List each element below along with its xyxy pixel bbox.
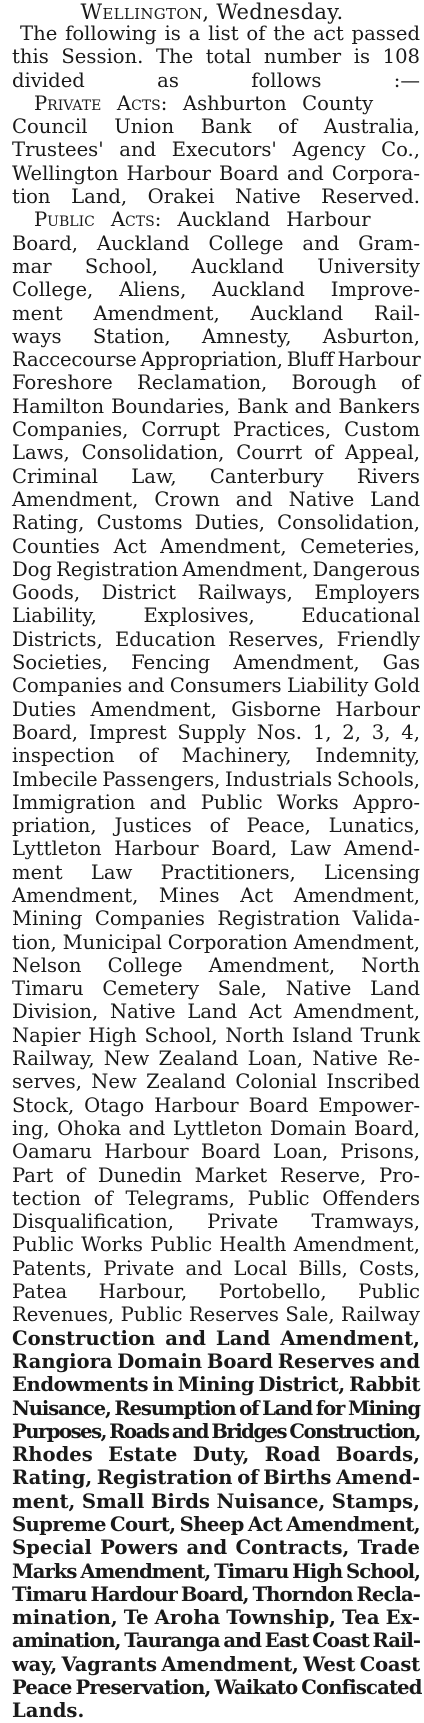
- public-acts-line: way, Vagrants Amendment, West Coast: [12, 1652, 420, 1676]
- public-acts-line: ment, Small Birds Nuisance, Stamps,: [12, 1489, 420, 1513]
- public-acts-line: Raccecourse Appropriation, Bluff Harbour: [12, 348, 421, 372]
- public-acts-line: Amendment, Crown and Native Land: [12, 487, 420, 511]
- public-acts-list: [12, 232, 420, 1723]
- public-acts-line: Patents, Private and Local Bills, Costs,: [12, 1256, 420, 1280]
- private-acts-first-line: [12, 92, 420, 115]
- public-acts-line: Part of Dunedin Market Reserve, Pro-: [12, 1163, 420, 1187]
- public-acts-line: ing, Ohoka and Lyttleton Domain Board,: [12, 1116, 420, 1140]
- public-acts-line: Mining Companies Registration Valida-: [12, 907, 420, 931]
- public-acts-line: Liability, Explosives, Educational: [12, 604, 420, 628]
- public-acts-line: inspection of Machinery, Indemnity,: [12, 744, 420, 768]
- public-acts-line: ment Law Practitioners, Licensing: [12, 860, 420, 884]
- public-acts-line: Immigration and Public Works Appro-: [12, 790, 420, 814]
- private-acts-line: Ashburton County: [182, 91, 374, 115]
- public-acts-line: Rating, Registration of Births Amend-: [12, 1466, 420, 1490]
- public-acts-line: College, Aliens, Auckland Improve-: [12, 278, 420, 302]
- public-acts-line: Criminal Law, Canterbury Rivers: [12, 464, 420, 488]
- public-acts-line: Districts, Education Reserves, Friendly: [12, 627, 420, 651]
- article-body: [12, 22, 420, 1723]
- public-acts-line: Foreshore Reclamation, Borough of: [12, 371, 420, 395]
- public-acts-line: Disqualification, Private Tramways,: [12, 1210, 420, 1234]
- public-acts-line: Societies, Fencing Amendment, Gas: [12, 651, 420, 675]
- public-acts-line: Nuisance, Resumption of Land for Mining: [12, 1396, 420, 1420]
- public-acts-line: Counties Act Amendment, Cemeteries,: [12, 534, 420, 558]
- intro-line: divided as follows :—: [12, 68, 420, 92]
- public-acts-line: Lyttleton Harbour Board, Law Amend-: [12, 837, 420, 861]
- dateline-place: Wellington,: [80, 0, 210, 24]
- public-acts-heading: Public Acts:: [34, 208, 162, 232]
- public-acts-line: amination, Tauranga and East Coast Rail-: [12, 1629, 420, 1653]
- public-acts-line: Purposes, Roads and Bridges Construction,: [12, 1419, 420, 1443]
- dateline: [0, 0, 424, 24]
- public-acts-line: Board, Imprest Supply Nos. 1, 2, 3, 4,: [12, 720, 420, 744]
- public-acts-line: Companies and Consumers Liability Gold: [12, 674, 420, 698]
- public-acts-line: Patea Harbour, Portobello, Public: [12, 1280, 420, 1304]
- public-acts-line: Endowments in Mining District, Rabbit: [12, 1373, 420, 1397]
- public-acts-line: Rhodes Estate Duty, Road Boards,: [12, 1443, 420, 1467]
- public-acts-line: Special Powers and Contracts, Trade: [12, 1536, 420, 1560]
- public-acts-line: Oamaru Harbour Board Loan, Prisons,: [12, 1140, 420, 1164]
- public-acts-line: Nelson College Amendment, North: [12, 953, 420, 977]
- public-acts-line: Amendment, Mines Act Amendment,: [12, 883, 420, 907]
- private-acts-line: Trustees' and Executors' Agency Co.,: [12, 138, 420, 162]
- public-acts-line: Duties Amendment, Gisborne Harbour: [12, 697, 420, 721]
- private-acts-line: Council Union Bank of Australia,: [12, 115, 420, 139]
- public-acts-line: Peace Preservation, Waikato Confiscated: [12, 1676, 422, 1700]
- public-acts-line: Timaru Hardour Board, Thorndon Recla-: [12, 1582, 420, 1606]
- public-acts-line: ment Amendment, Auckland Rail-: [12, 301, 420, 325]
- public-acts-line: Division, Native Land Act Amendment,: [12, 1000, 420, 1024]
- public-acts-line: Lands.: [12, 1699, 85, 1723]
- public-acts-line: Timaru Cemetery Sale, Native Land: [12, 977, 420, 1001]
- public-acts-line: Napier High School, North Island Trunk: [12, 1023, 420, 1047]
- public-acts-line: Railway, New Zealand Loan, Native Re-: [12, 1047, 420, 1071]
- public-acts-line: Revenues, Public Reserves Sale, Railway: [12, 1303, 420, 1327]
- public-acts-line: mination, Te Aroha Township, Tea Ex-: [12, 1606, 420, 1630]
- public-acts-line: Public Works Public Health Amendment,: [12, 1233, 420, 1257]
- public-acts-line: Imbecile Passengers, Industrials Schools,: [12, 767, 420, 791]
- public-acts-line: serves, New Zealand Colonial Inscribed: [12, 1070, 420, 1094]
- public-acts-line: Construction and Land Amendment,: [12, 1326, 420, 1350]
- public-acts-line: Board, Auckland College and Gram-: [12, 231, 420, 255]
- private-acts-line: tion Land, Orakei Native Reserved.: [12, 185, 420, 209]
- dateline-day: Wednesday.: [216, 0, 344, 24]
- public-acts-line: tion, Municipal Corporation Amendment,: [12, 930, 420, 954]
- public-acts-line: tection of Telegrams, Public Offenders: [12, 1186, 420, 1210]
- public-acts-line: Auckland Harbour: [177, 208, 371, 232]
- public-acts-line: Laws, Consolidation, Courrt of Appeal,: [12, 441, 420, 465]
- public-acts-line: Rangiora Domain Board Reserves and: [12, 1349, 420, 1373]
- public-acts-line: mar School, Auckland University: [12, 254, 420, 278]
- public-acts-line: priation, Justices of Peace, Lunatics,: [12, 814, 420, 838]
- public-acts-line: Marks Amendment, Timaru High School,: [12, 1559, 420, 1583]
- public-acts-line: Goods, District Railways, Employers: [12, 581, 420, 605]
- public-acts-line: Dog Registration Amendment, Dangerous: [12, 557, 420, 581]
- public-acts-line: Stock, Otago Harbour Board Empower-: [12, 1093, 420, 1117]
- intro-line: The following is a list of the act passed: [20, 22, 420, 45]
- intro-line: this Session. The total number is 108: [12, 45, 420, 69]
- public-acts-line: ways Station, Amnesty, Asburton,: [12, 324, 420, 348]
- private-acts-heading: Private Acts:: [34, 91, 168, 115]
- public-acts-line: Companies, Corrupt Practices, Custom: [12, 418, 420, 442]
- public-acts-line: Supreme Court, Sheep Act Amendment,: [12, 1513, 420, 1536]
- public-acts-line: Hamilton Boundaries, Bank and Bankers: [12, 394, 420, 418]
- public-acts-first-line: [12, 208, 420, 231]
- private-acts-line: Wellington Harbour Board and Corpora-: [12, 161, 420, 185]
- public-acts-line: Rating, Customs Duties, Consolidation,: [12, 511, 420, 535]
